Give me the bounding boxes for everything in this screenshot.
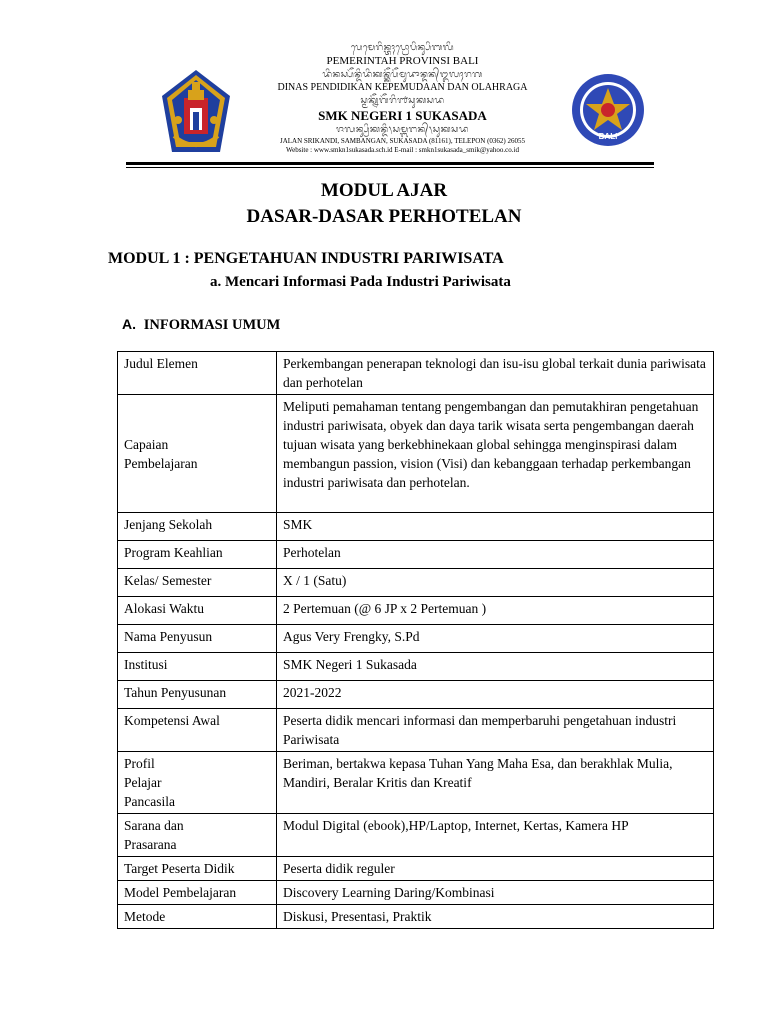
table-row bbox=[118, 625, 714, 653]
row-label: Model Pembelajaran bbox=[118, 881, 277, 905]
table-row bbox=[118, 653, 714, 681]
row-value: Diskusi, Presentasi, Praktik bbox=[277, 905, 714, 929]
row-label: Kelas/ Semester bbox=[118, 569, 277, 597]
letterhead bbox=[0, 38, 768, 173]
table-row bbox=[118, 709, 714, 752]
row-label: Nama Penyusun bbox=[118, 625, 277, 653]
row-label: Metode bbox=[118, 905, 277, 929]
letterhead-divider-thin bbox=[126, 167, 654, 168]
module-subheading: a. Mencari Informasi Pada Industri Pariwisata bbox=[210, 274, 511, 290]
row-label: Judul Elemen bbox=[118, 352, 277, 395]
document-title: MODUL AJAR bbox=[320, 180, 448, 201]
row-label: Target Peserta Didik bbox=[118, 857, 277, 881]
table-row bbox=[118, 352, 714, 395]
module-heading: MODUL 1 : PENGETAHUAN INDUSTRI PARIWISATA bbox=[108, 250, 504, 267]
row-value: Modul Digital (ebook),HP/Laptop, Internet, Kertas, Kamera HP bbox=[277, 814, 714, 857]
bali-province-emblem-icon bbox=[160, 68, 232, 154]
table-row bbox=[118, 597, 714, 625]
school-contact: Website : www.smkn1sukasada.sch.id E-mail : smkn1sukasada_smik@yahoo.co.id bbox=[286, 146, 519, 154]
balinese-script-line: ᬧᬾᬫᬾᬭᬶᬦ᭄ᬢᬄᬧ᭄ᬭᭀᬧᬶᬦ᭄ᬲᬶᬩᬮᬶ bbox=[350, 43, 455, 53]
row-label: Jenjang Sekolah bbox=[118, 513, 277, 541]
table-row bbox=[118, 541, 714, 569]
row-label: Program Keahlian bbox=[118, 541, 277, 569]
table-row bbox=[118, 814, 714, 857]
row-label: Profil Pelajar Pancasila bbox=[118, 752, 277, 814]
row-label: Institusi bbox=[118, 653, 277, 681]
row-value: Perkembangan penerapan teknologi dan isu-isu global terkait dunia pariwisata dan perhotelan bbox=[277, 352, 714, 395]
table-row bbox=[118, 752, 714, 814]
table-row bbox=[118, 569, 714, 597]
row-label: Kompetensi Awal bbox=[118, 709, 277, 752]
school-logo-text: BALI bbox=[598, 132, 618, 141]
table-row bbox=[118, 681, 714, 709]
table-row bbox=[118, 395, 714, 513]
row-value: Agus Very Frengky, S.Pd bbox=[277, 625, 714, 653]
table-row bbox=[118, 513, 714, 541]
balinese-script-line: ᬲ᭄ᬫᬓ᭄ᬦᭂᬕᭂᬭᬶ᭑ᬲᬸᬓᬲᬤ bbox=[360, 96, 445, 106]
table-row bbox=[118, 881, 714, 905]
row-value: Peserta didik mencari informasi dan memperbaruhi pengetahuan industri Pariwisata bbox=[277, 709, 714, 752]
school-address: JALAN SRIKANDI, SAMBANGAN, SUKASADA (81161), TELEPON (0362) 26055 bbox=[279, 137, 525, 145]
row-label: Alokasi Waktu bbox=[118, 597, 277, 625]
balinese-script-line: ᬤᬶᬦᬲ᭄ᬧᭂᬦ᭄ᬤᬶᬤᬶᬓᬦ᭄ᬓᭂᬧᭂᬫᬸᬤᬵᬦ᭄ᬤᬦ᭄ᬑᬮᬄᬭᬕ bbox=[322, 70, 483, 80]
row-value: X / 1 (Satu) bbox=[277, 569, 714, 597]
school-logo-icon bbox=[570, 72, 646, 148]
document-subject: DASAR-DASAR PERHOTELAN bbox=[246, 206, 522, 227]
row-value: 2 Pertemuan (@ 6 JP x 2 Pertemuan ) bbox=[277, 597, 714, 625]
table-row bbox=[118, 857, 714, 881]
section-heading bbox=[122, 316, 280, 334]
letterhead-text bbox=[235, 44, 570, 154]
government-name: PEMERINTAH PROVINSI BALI bbox=[326, 55, 479, 67]
row-label: Tahun Penyusunan bbox=[118, 681, 277, 709]
row-value: Perhotelan bbox=[277, 541, 714, 569]
row-value: SMK bbox=[277, 513, 714, 541]
balinese-script-line: ᬚᬮᬦ᭄ᬲ᭄ᬭᬶᬓᬦ᭄ᬤᬶ᭞ᬲᬫ᭄ᬩᬗᬦ᭄᭞ᬲᬸᬓᬲᬤ bbox=[335, 125, 469, 135]
row-value: Discovery Learning Daring/Kombinasi bbox=[277, 881, 714, 905]
row-label: Sarana dan Prasarana bbox=[118, 814, 277, 857]
school-name: SMK NEGERI 1 SUKASADA bbox=[318, 108, 487, 123]
department-name: DINAS PENDIDIKAN KEPEMUDAAN DAN OLAHRAGA bbox=[277, 82, 528, 93]
section-marker: A. bbox=[122, 316, 136, 332]
row-value: Peserta didik reguler bbox=[277, 857, 714, 881]
row-label: Capaian Pembelajaran bbox=[118, 395, 277, 513]
row-value: 2021-2022 bbox=[277, 681, 714, 709]
table-row bbox=[118, 905, 714, 929]
section-title: INFORMASI UMUM bbox=[143, 317, 281, 333]
row-value: Meliputi pemahaman tentang pengembangan dan pemutakhiran pengetahuan industri pariwisata, obyek dan daya tarik wisata serta pengembangan daerah tujuan wisata yang berkebhinekaan global sehingga menginspirasi dalam membangun passion, vision (Visi) dan kebanggaan terhadap perkembangan industri pariwisata dan perhotelan. bbox=[277, 395, 714, 513]
row-value: SMK Negeri 1 Sukasada bbox=[277, 653, 714, 681]
general-info-table bbox=[117, 351, 714, 929]
letterhead-divider bbox=[126, 162, 654, 165]
row-value: Beriman, bertakwa kepasa Tuhan Yang Maha Esa, dan berakhlak Mulia, Mandiri, Beralar Kritis dan Kreatif bbox=[277, 752, 714, 814]
